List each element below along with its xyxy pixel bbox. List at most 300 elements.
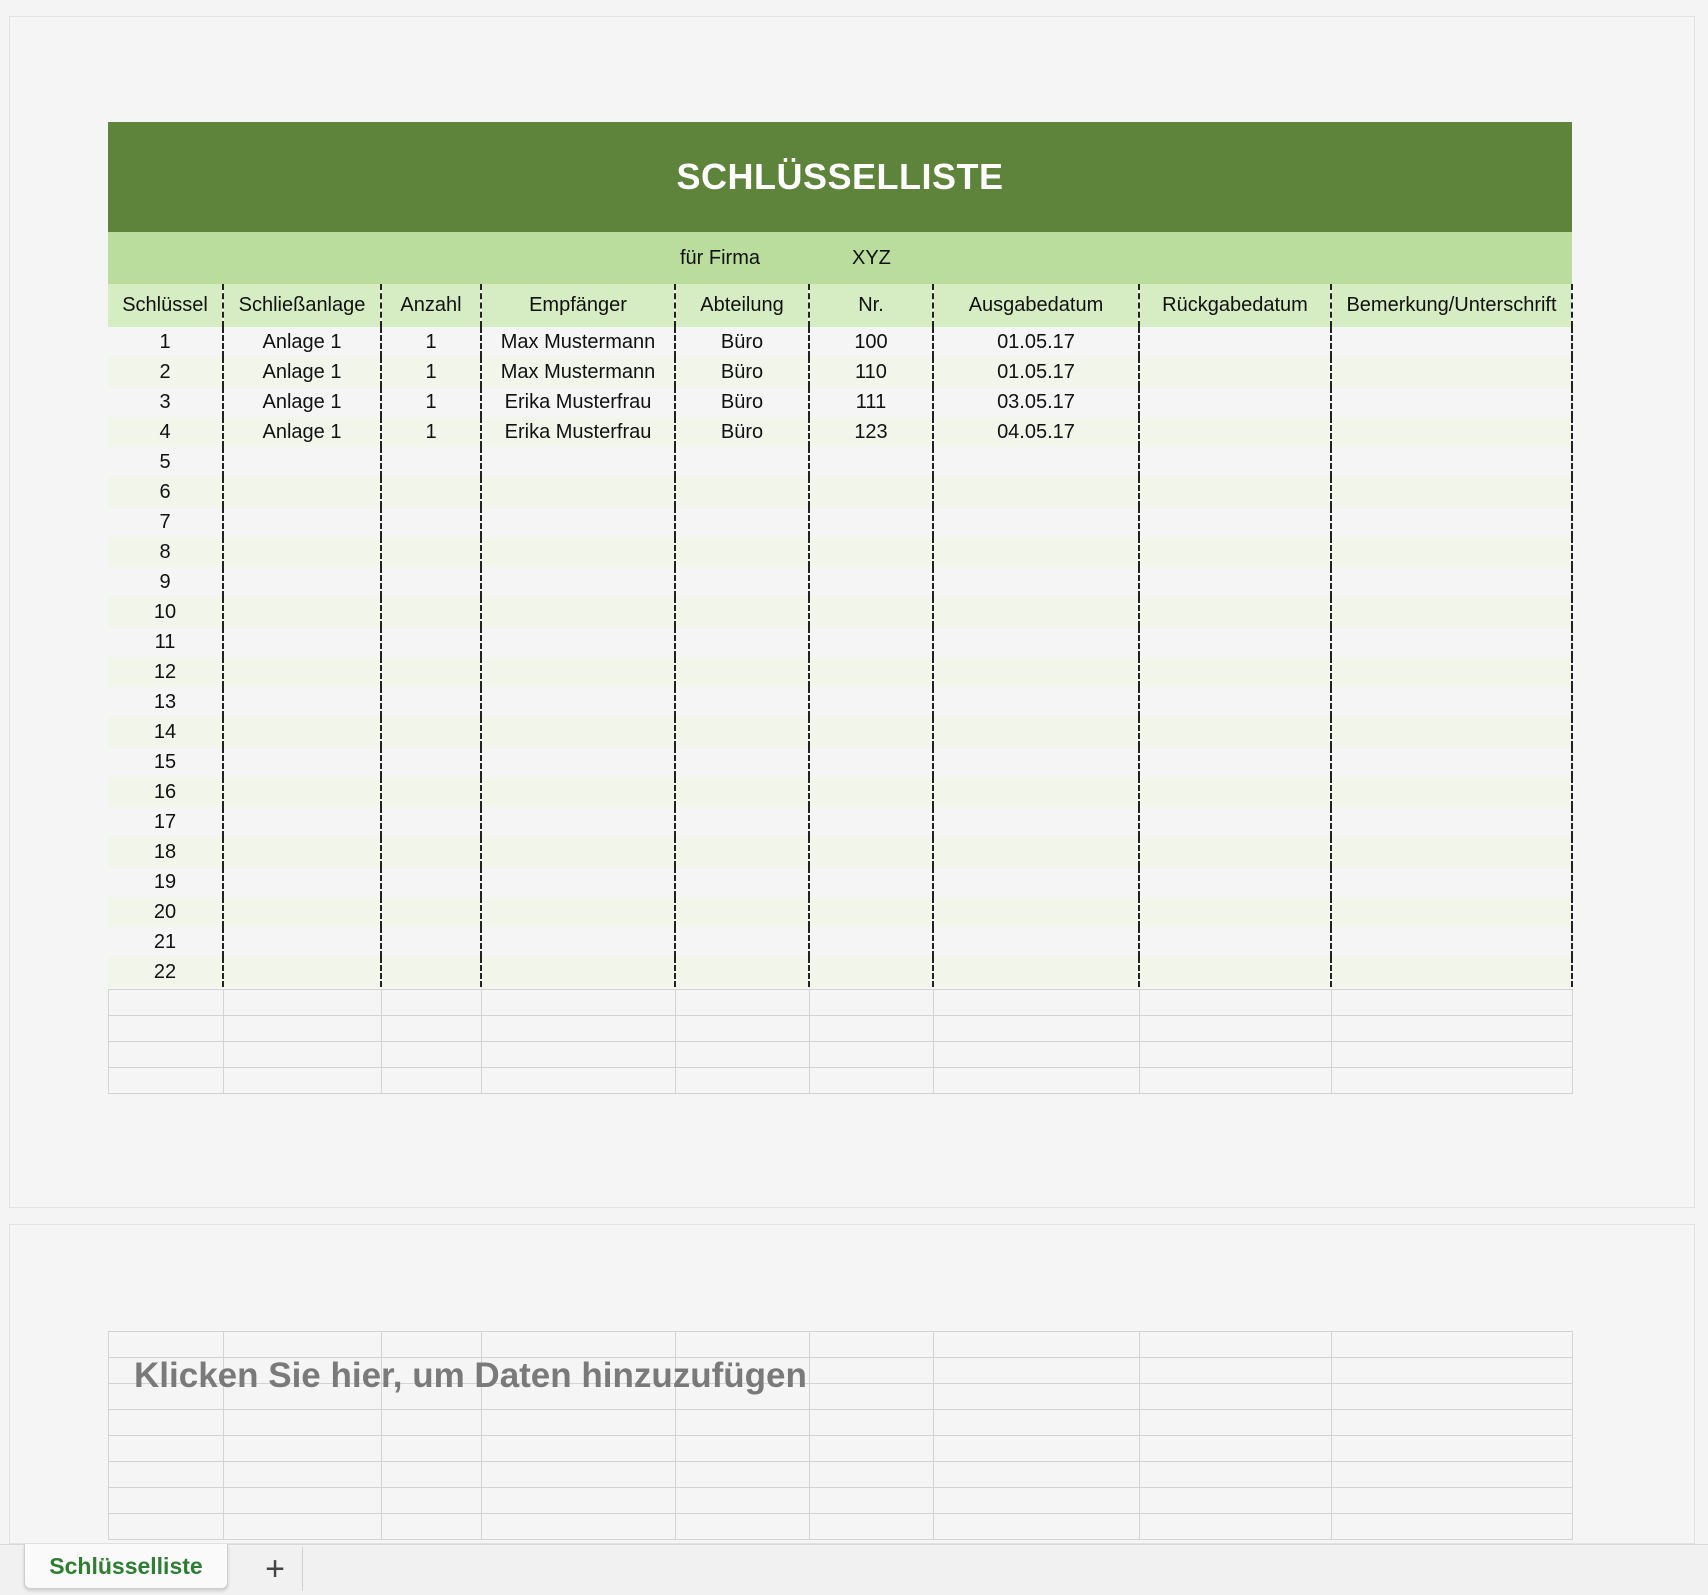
- table-cell[interactable]: [809, 537, 933, 567]
- grid-cell[interactable]: [1332, 1042, 1573, 1068]
- table-cell[interactable]: [1139, 507, 1331, 537]
- table-cell[interactable]: Max Mustermann: [481, 327, 675, 357]
- table-cell[interactable]: [1139, 357, 1331, 387]
- table-cell[interactable]: 6: [108, 477, 223, 507]
- table-cell[interactable]: [1139, 567, 1331, 597]
- column-header[interactable]: Ausgabedatum: [933, 284, 1139, 327]
- grid-cell[interactable]: [109, 1042, 224, 1068]
- table-cell[interactable]: [381, 657, 481, 687]
- grid-cell[interactable]: [1140, 1016, 1332, 1042]
- table-cell[interactable]: [1331, 837, 1572, 867]
- grid-cell[interactable]: [676, 1410, 810, 1436]
- table-cell[interactable]: [675, 537, 809, 567]
- grid-cell[interactable]: [109, 1436, 224, 1462]
- table-cell[interactable]: [1331, 537, 1572, 567]
- table-cell[interactable]: [381, 927, 481, 957]
- table-cell[interactable]: [1139, 717, 1331, 747]
- grid-cell[interactable]: [810, 1068, 934, 1094]
- table-cell[interactable]: [1331, 567, 1572, 597]
- table-cell[interactable]: [1139, 927, 1331, 957]
- table-cell[interactable]: [933, 507, 1139, 537]
- grid-cell[interactable]: [1140, 1462, 1332, 1488]
- table-cell[interactable]: [481, 507, 675, 537]
- grid-cell[interactable]: [810, 1332, 934, 1358]
- grid-cell[interactable]: [810, 1514, 934, 1540]
- table-cell[interactable]: [1331, 957, 1572, 987]
- table-cell[interactable]: [1139, 867, 1331, 897]
- table-cell[interactable]: Anlage 1: [223, 417, 381, 447]
- grid-cell[interactable]: [1140, 1436, 1332, 1462]
- table-cell[interactable]: [223, 597, 381, 627]
- table-cell[interactable]: Anlage 1: [223, 357, 381, 387]
- grid-cell[interactable]: [1140, 1410, 1332, 1436]
- grid-cell[interactable]: [934, 1384, 1140, 1410]
- table-cell[interactable]: [223, 837, 381, 867]
- table-cell[interactable]: 17: [108, 807, 223, 837]
- table-cell[interactable]: [809, 687, 933, 717]
- table-cell[interactable]: [809, 477, 933, 507]
- table-cell[interactable]: [1331, 867, 1572, 897]
- table-cell[interactable]: [223, 957, 381, 987]
- grid-cell[interactable]: [810, 1436, 934, 1462]
- table-cell[interactable]: [481, 477, 675, 507]
- table-cell[interactable]: [223, 867, 381, 897]
- table-cell[interactable]: 1: [381, 417, 481, 447]
- table-cell[interactable]: [1139, 387, 1331, 417]
- add-data-placeholder[interactable]: Klicken Sie hier, um Daten hinzuzufügen: [134, 1356, 807, 1395]
- table-cell[interactable]: [933, 807, 1139, 837]
- grid-cell[interactable]: [1332, 1384, 1573, 1410]
- grid-cell[interactable]: [934, 1016, 1140, 1042]
- table-cell[interactable]: [675, 627, 809, 657]
- table-cell[interactable]: [1139, 957, 1331, 987]
- grid-cell[interactable]: [1140, 1358, 1332, 1384]
- table-cell[interactable]: [381, 477, 481, 507]
- grid-cell[interactable]: [810, 1384, 934, 1410]
- table-cell[interactable]: [1331, 417, 1572, 447]
- grid-cell[interactable]: [934, 1358, 1140, 1384]
- add-sheet-button[interactable]: [248, 1547, 303, 1591]
- grid-cell[interactable]: [482, 1042, 676, 1068]
- table-cell[interactable]: [381, 957, 481, 987]
- table-cell[interactable]: [481, 927, 675, 957]
- table-cell[interactable]: [1139, 897, 1331, 927]
- table-cell[interactable]: [381, 687, 481, 717]
- grid-cell[interactable]: [810, 1462, 934, 1488]
- grid-cell[interactable]: [109, 990, 224, 1016]
- table-cell[interactable]: [481, 837, 675, 867]
- table-cell[interactable]: [675, 867, 809, 897]
- table-cell[interactable]: 9: [108, 567, 223, 597]
- grid-cell[interactable]: [109, 1488, 224, 1514]
- table-cell[interactable]: [675, 747, 809, 777]
- table-cell[interactable]: [1331, 477, 1572, 507]
- table-cell[interactable]: [1139, 687, 1331, 717]
- grid-cell[interactable]: [1332, 1410, 1573, 1436]
- grid-cell[interactable]: [934, 990, 1140, 1016]
- table-cell[interactable]: [675, 837, 809, 867]
- grid-cell[interactable]: [482, 1514, 676, 1540]
- grid-cell[interactable]: [810, 1358, 934, 1384]
- column-header[interactable]: Abteilung: [675, 284, 809, 327]
- table-cell[interactable]: [675, 717, 809, 747]
- table-cell[interactable]: [1139, 477, 1331, 507]
- table-cell[interactable]: [1139, 327, 1331, 357]
- table-cell[interactable]: [675, 657, 809, 687]
- table-cell[interactable]: [223, 687, 381, 717]
- grid-cell[interactable]: [382, 1068, 482, 1094]
- table-cell[interactable]: [809, 447, 933, 477]
- table-cell[interactable]: [809, 867, 933, 897]
- table-cell[interactable]: [675, 597, 809, 627]
- table-cell[interactable]: [381, 777, 481, 807]
- grid-cell[interactable]: [224, 1410, 382, 1436]
- table-cell[interactable]: [1331, 597, 1572, 627]
- table-cell[interactable]: [481, 717, 675, 747]
- table-cell[interactable]: [223, 627, 381, 657]
- table-cell[interactable]: [481, 597, 675, 627]
- grid-cell[interactable]: [676, 1016, 810, 1042]
- table-cell[interactable]: 111: [809, 387, 933, 417]
- table-cell[interactable]: [809, 567, 933, 597]
- table-cell[interactable]: 15: [108, 747, 223, 777]
- table-cell[interactable]: [381, 507, 481, 537]
- grid-cell[interactable]: [224, 1436, 382, 1462]
- table-cell[interactable]: 22: [108, 957, 223, 987]
- column-header[interactable]: Rückgabedatum: [1139, 284, 1331, 327]
- grid-cell[interactable]: [1332, 1332, 1573, 1358]
- table-cell[interactable]: Anlage 1: [223, 387, 381, 417]
- grid-cell[interactable]: [382, 1410, 482, 1436]
- table-cell[interactable]: 100: [809, 327, 933, 357]
- grid-cell[interactable]: [109, 1410, 224, 1436]
- table-cell[interactable]: [933, 447, 1139, 477]
- grid-cell[interactable]: [1140, 1068, 1332, 1094]
- table-cell[interactable]: 03.05.17: [933, 387, 1139, 417]
- table-cell[interactable]: 1: [381, 327, 481, 357]
- grid-cell[interactable]: [1140, 1384, 1332, 1410]
- grid-cell[interactable]: [1332, 1462, 1573, 1488]
- table-cell[interactable]: 10: [108, 597, 223, 627]
- table-cell[interactable]: 13: [108, 687, 223, 717]
- table-cell[interactable]: [223, 477, 381, 507]
- grid-cell[interactable]: [810, 990, 934, 1016]
- table-cell[interactable]: [223, 777, 381, 807]
- table-cell[interactable]: [481, 567, 675, 597]
- table-cell[interactable]: [933, 537, 1139, 567]
- table-cell[interactable]: [223, 507, 381, 537]
- table-cell[interactable]: [381, 717, 481, 747]
- column-header[interactable]: Nr.: [809, 284, 933, 327]
- table-cell[interactable]: [1139, 837, 1331, 867]
- tab-schluesselliste[interactable]: [24, 1544, 228, 1589]
- table-cell[interactable]: [809, 837, 933, 867]
- table-cell[interactable]: [381, 447, 481, 477]
- grid-cell[interactable]: [1140, 1514, 1332, 1540]
- table-cell[interactable]: [809, 957, 933, 987]
- grid-cell[interactable]: [482, 1410, 676, 1436]
- table-cell[interactable]: [809, 627, 933, 657]
- table-cell[interactable]: 1: [381, 357, 481, 387]
- grid-cell[interactable]: [934, 1410, 1140, 1436]
- grid-cell[interactable]: [934, 1068, 1140, 1094]
- table-cell[interactable]: 8: [108, 537, 223, 567]
- table-cell[interactable]: [481, 447, 675, 477]
- table-cell[interactable]: [675, 447, 809, 477]
- grid-cell[interactable]: [676, 1332, 810, 1358]
- grid-cell[interactable]: [810, 1042, 934, 1068]
- table-cell[interactable]: 04.05.17: [933, 417, 1139, 447]
- table-cell[interactable]: [381, 747, 481, 777]
- grid-cell[interactable]: [224, 1332, 382, 1358]
- grid-cell[interactable]: [482, 1436, 676, 1462]
- table-cell[interactable]: [1139, 537, 1331, 567]
- table-cell[interactable]: [933, 717, 1139, 747]
- grid-cell[interactable]: [934, 1042, 1140, 1068]
- table-cell[interactable]: [1331, 687, 1572, 717]
- grid-cell[interactable]: [109, 1514, 224, 1540]
- grid-cell[interactable]: [676, 1436, 810, 1462]
- table-cell[interactable]: [223, 657, 381, 687]
- table-cell[interactable]: Erika Musterfrau: [481, 387, 675, 417]
- table-cell[interactable]: Max Mustermann: [481, 357, 675, 387]
- grid-cell[interactable]: [676, 1068, 810, 1094]
- table-cell[interactable]: [933, 777, 1139, 807]
- column-header[interactable]: Schlüssel: [108, 284, 223, 327]
- table-cell[interactable]: 14: [108, 717, 223, 747]
- table-cell[interactable]: 3: [108, 387, 223, 417]
- column-header[interactable]: Schließanlage: [223, 284, 381, 327]
- table-cell[interactable]: [675, 957, 809, 987]
- table-cell[interactable]: [1331, 807, 1572, 837]
- grid-cell[interactable]: [1332, 990, 1573, 1016]
- grid-cell[interactable]: [109, 1332, 224, 1358]
- grid-cell[interactable]: [224, 990, 382, 1016]
- grid-cell[interactable]: [482, 1332, 676, 1358]
- table-cell[interactable]: [1331, 327, 1572, 357]
- grid-cell[interactable]: [810, 1016, 934, 1042]
- table-cell[interactable]: 4: [108, 417, 223, 447]
- table-cell[interactable]: [933, 867, 1139, 897]
- table-cell[interactable]: Büro: [675, 387, 809, 417]
- table-cell[interactable]: [1139, 597, 1331, 627]
- table-cell[interactable]: [1331, 777, 1572, 807]
- table-cell[interactable]: [1139, 657, 1331, 687]
- grid-cell[interactable]: [482, 1488, 676, 1514]
- grid-cell[interactable]: [382, 1332, 482, 1358]
- grid-cell[interactable]: [810, 1488, 934, 1514]
- grid-cell[interactable]: [934, 1488, 1140, 1514]
- table-cell[interactable]: [481, 777, 675, 807]
- grid-cell[interactable]: [482, 1016, 676, 1042]
- grid-cell[interactable]: [1332, 1514, 1573, 1540]
- grid-cell[interactable]: [810, 1410, 934, 1436]
- table-cell[interactable]: 19: [108, 867, 223, 897]
- table-cell[interactable]: [1331, 627, 1572, 657]
- table-cell[interactable]: [809, 597, 933, 627]
- grid-cell[interactable]: [934, 1462, 1140, 1488]
- table-cell[interactable]: 110: [809, 357, 933, 387]
- table-cell[interactable]: 123: [809, 417, 933, 447]
- table-cell[interactable]: 2: [108, 357, 223, 387]
- table-cell[interactable]: [933, 687, 1139, 717]
- grid-cell[interactable]: [676, 1042, 810, 1068]
- title-bar[interactable]: [108, 122, 1572, 232]
- table-cell[interactable]: 18: [108, 837, 223, 867]
- table-cell[interactable]: 01.05.17: [933, 357, 1139, 387]
- table-cell[interactable]: [675, 777, 809, 807]
- grid-cell[interactable]: [382, 1436, 482, 1462]
- table-cell[interactable]: [481, 957, 675, 987]
- grid-cell[interactable]: [934, 1332, 1140, 1358]
- table-cell[interactable]: [481, 657, 675, 687]
- grid-cell[interactable]: [224, 1042, 382, 1068]
- grid-cell[interactable]: [109, 1016, 224, 1042]
- grid-cell[interactable]: [676, 990, 810, 1016]
- table-cell[interactable]: [1139, 417, 1331, 447]
- grid-cell[interactable]: [382, 1016, 482, 1042]
- table-cell[interactable]: [1139, 777, 1331, 807]
- table-cell[interactable]: [809, 777, 933, 807]
- company-bar[interactable]: [108, 232, 1572, 284]
- table-cell[interactable]: [481, 537, 675, 567]
- table-cell[interactable]: [381, 627, 481, 657]
- table-cell[interactable]: [1331, 897, 1572, 927]
- table-cell[interactable]: [481, 897, 675, 927]
- table-cell[interactable]: [381, 867, 481, 897]
- table-cell[interactable]: [481, 627, 675, 657]
- table-cell[interactable]: 20: [108, 897, 223, 927]
- table-cell[interactable]: [223, 897, 381, 927]
- grid-cell[interactable]: [482, 1068, 676, 1094]
- table-cell[interactable]: [1139, 807, 1331, 837]
- table-cell[interactable]: [381, 597, 481, 627]
- table-cell[interactable]: [223, 927, 381, 957]
- table-cell[interactable]: 7: [108, 507, 223, 537]
- grid-cell[interactable]: [1332, 1016, 1573, 1042]
- table-cell[interactable]: [675, 477, 809, 507]
- table-cell[interactable]: [381, 567, 481, 597]
- table-cell[interactable]: [933, 837, 1139, 867]
- table-cell[interactable]: 12: [108, 657, 223, 687]
- table-cell[interactable]: Büro: [675, 327, 809, 357]
- grid-cell[interactable]: [1332, 1436, 1573, 1462]
- table-cell[interactable]: [933, 477, 1139, 507]
- table-cell[interactable]: [1331, 507, 1572, 537]
- grid-cell[interactable]: [382, 1514, 482, 1540]
- table-cell[interactable]: [1331, 927, 1572, 957]
- table-cell[interactable]: [933, 567, 1139, 597]
- table-cell[interactable]: Büro: [675, 357, 809, 387]
- table-cell[interactable]: 5: [108, 447, 223, 477]
- table-cell[interactable]: 21: [108, 927, 223, 957]
- table-cell[interactable]: [809, 747, 933, 777]
- table-cell[interactable]: [223, 747, 381, 777]
- table-cell[interactable]: [223, 807, 381, 837]
- table-cell[interactable]: [1139, 447, 1331, 477]
- table-cell[interactable]: [675, 687, 809, 717]
- table-cell[interactable]: [809, 657, 933, 687]
- grid-cell[interactable]: [109, 1462, 224, 1488]
- table-cell[interactable]: [1139, 747, 1331, 777]
- table-cell[interactable]: [381, 807, 481, 837]
- grid-cell[interactable]: [676, 1462, 810, 1488]
- grid-cell[interactable]: [382, 1462, 482, 1488]
- grid-cell[interactable]: [1140, 990, 1332, 1016]
- table-cell[interactable]: 16: [108, 777, 223, 807]
- table-cell[interactable]: [809, 807, 933, 837]
- table-cell[interactable]: [675, 507, 809, 537]
- table-cell[interactable]: [1331, 357, 1572, 387]
- table-cell[interactable]: [933, 747, 1139, 777]
- table-cell[interactable]: 01.05.17: [933, 327, 1139, 357]
- table-cell[interactable]: [675, 567, 809, 597]
- grid-cell[interactable]: [934, 1514, 1140, 1540]
- grid-cell[interactable]: [482, 990, 676, 1016]
- grid-cell[interactable]: [224, 1462, 382, 1488]
- table-cell[interactable]: [675, 807, 809, 837]
- table-cell[interactable]: [481, 687, 675, 717]
- grid-cell[interactable]: [382, 1042, 482, 1068]
- grid-cell[interactable]: [382, 990, 482, 1016]
- table-cell[interactable]: [933, 957, 1139, 987]
- table-cell[interactable]: [933, 657, 1139, 687]
- table-cell[interactable]: [223, 717, 381, 747]
- table-cell[interactable]: [1331, 387, 1572, 417]
- table-cell[interactable]: [933, 927, 1139, 957]
- table-cell[interactable]: [809, 717, 933, 747]
- table-cell[interactable]: Erika Musterfrau: [481, 417, 675, 447]
- table-cell[interactable]: [381, 537, 481, 567]
- grid-cell[interactable]: [224, 1016, 382, 1042]
- grid-cell[interactable]: [934, 1436, 1140, 1462]
- table-cell[interactable]: [223, 447, 381, 477]
- table-cell[interactable]: [1331, 447, 1572, 477]
- grid-cell[interactable]: [1140, 1042, 1332, 1068]
- grid-cell[interactable]: [676, 1514, 810, 1540]
- table-cell[interactable]: [1139, 627, 1331, 657]
- table-cell[interactable]: [675, 897, 809, 927]
- grid-cell[interactable]: [382, 1488, 482, 1514]
- table-cell[interactable]: [809, 507, 933, 537]
- table-cell[interactable]: [223, 537, 381, 567]
- table-cell[interactable]: Büro: [675, 417, 809, 447]
- grid-cell[interactable]: [1332, 1358, 1573, 1384]
- table-cell[interactable]: 11: [108, 627, 223, 657]
- table-cell[interactable]: 1: [381, 387, 481, 417]
- table-cell[interactable]: [481, 747, 675, 777]
- table-cell[interactable]: [1331, 717, 1572, 747]
- grid-cell[interactable]: [482, 1462, 676, 1488]
- table-cell[interactable]: Anlage 1: [223, 327, 381, 357]
- table-cell[interactable]: [481, 807, 675, 837]
- grid-cell[interactable]: [1140, 1332, 1332, 1358]
- table-cell[interactable]: [933, 597, 1139, 627]
- grid-cell[interactable]: [1332, 1488, 1573, 1514]
- table-cell[interactable]: [933, 897, 1139, 927]
- table-cell[interactable]: [481, 867, 675, 897]
- grid-cell[interactable]: [224, 1514, 382, 1540]
- grid-cell[interactable]: [109, 1068, 224, 1094]
- grid-cell[interactable]: [224, 1488, 382, 1514]
- column-header[interactable]: Empfänger: [481, 284, 675, 327]
- table-cell[interactable]: [381, 837, 481, 867]
- grid-cell[interactable]: [676, 1488, 810, 1514]
- table-cell[interactable]: 1: [108, 327, 223, 357]
- table-cell[interactable]: [675, 927, 809, 957]
- table-cell[interactable]: [223, 567, 381, 597]
- column-header[interactable]: Bemerkung/Unterschrift: [1331, 284, 1572, 327]
